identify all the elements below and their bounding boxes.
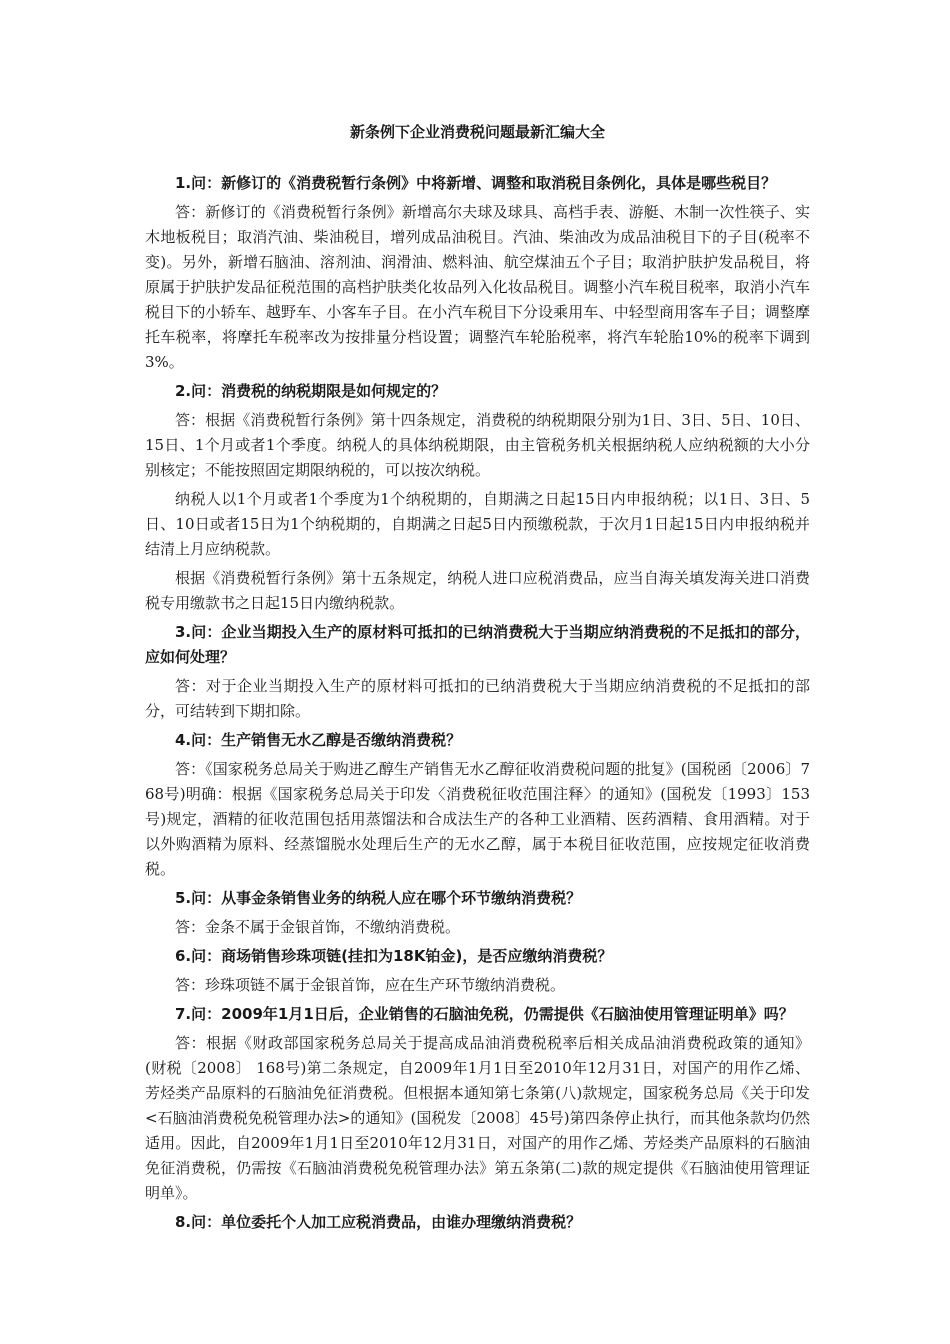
answer-5: 答：金条不属于金银首饰，不缴纳消费税。 xyxy=(175,918,461,936)
question-2: 2.问：消费税的纳税期限是如何规定的？ xyxy=(175,382,447,400)
question-4: 4.问：生产销售无水乙醇是否缴纳消费税？ xyxy=(175,731,462,749)
question-5: 5.问：从事金条销售业务的纳税人应在哪个环节缴纳消费税？ xyxy=(175,889,582,907)
answer-6: 答：珍珠项链不属于金银首饰，应在生产环节缴纳消费税。 xyxy=(175,976,566,994)
question-7: 7.问：2009年1月1日后，企业销售的石脑油免税，仍需提供《石脑油使用管理证明单》吗？ xyxy=(175,1005,794,1023)
question-8: 8.问：单位委托个人加工应税消费品，由谁办理缴纳消费税？ xyxy=(175,1213,582,1231)
answer-4: 答：《国家税务总局关于购进乙醇生产销售无水乙醇征收消费税问题的批复》(国税函〔2006〕768号)明确：根据《国家税务总局关于印发〈消费税征收范围注释〉的通知》(国税发〔1993〕153号)规定，酒精的征收范围包括用蒸馏法和合成法生产的各种工业酒精、医药酒精、食用酒精。对于以外购酒精为原料、经蒸馏脱水处理后生产的无水乙醇，属于本税目征收范围，应按规定征收消费税。 xyxy=(145,760,810,878)
document-title: 新条例下企业消费税问题最新汇编大全 xyxy=(349,123,605,141)
answer-2-part-3: 根据《消费税暂行条例》第十五条规定，纳税人进口应税消费品，应当自海关填发海关进口消费税专用缴款书之日起15日内缴纳税款。 xyxy=(145,569,810,612)
answer-2-part-1: 答：根据《消费税暂行条例》第十四条规定，消费税的纳税期限分别为1日、3日、5日、10日、15日、1个月或者1个季度。纳税人的具体纳税期限，由主管税务机关根据纳税人应纳税额的大小分别核定；不能按照固定期限纳税的，可以按次纳税。 xyxy=(145,411,810,479)
question-3: 3.问：企业当期投入生产的原材料可抵扣的已纳消费税大于当期应纳消费税的不足抵扣的部分，应如何处理？ xyxy=(145,623,810,666)
answer-3: 答：对于企业当期投入生产的原材料可抵扣的已纳消费税大于当期应纳消费税的不足抵扣的部分，可结转到下期扣除。 xyxy=(145,677,810,720)
answer-1: 答：新修订的《消费税暂行条例》新增高尔夫球及球具、高档手表、游艇、木制一次性筷子、实木地板税目；取消汽油、柴油税目，增列成品油税目。汽油、柴油改为成品油税目下的子目(税率不变)。另外，新增石脑油、溶剂油、润滑油、燃料油、航空煤油五个子目；取消护肤护发品税目，将原属于护肤护发品征税范围的高档护肤类化妆品列入化妆品税目。调整小汽车税目税率，取消小汽车税目下的小轿车、越野车、小客车子目。在小汽车税目下分设乘用车、中轻型商用客车子目；调整摩托车税率，将摩托车税率改为按排量分档设置；调整汽车轮胎税率，将汽车轮胎10%的税率下调到3%。 xyxy=(145,203,810,371)
answer-2-part-2: 纳税人以1个月或者1个季度为1个纳税期的，自期满之日起15日内申报纳税；以1日、3日、5日、10日或者15日为1个纳税期的，自期满之日起5日内预缴税款，于次月1日起15日内申报纳税并结清上月应纳税款。 xyxy=(145,490,810,558)
question-1: 1.问：新修订的《消费税暂行条例》中将新增、调整和取消税目条例化，具体是哪些税目？ xyxy=(175,174,777,192)
answer-7: 答：根据《财政部国家税务总局关于提高成品油消费税税率后相关成品油消费税政策的通知》(财税〔2008〕 168号)第二条规定，自2009年1月1日至2010年12月31日，对国产的用作乙烯、芳烃类产品原料的石脑油免征消费税。但根据本通知第七条第(八)款规定，国家税务总局《关于印发<石脑油消费税免税管理办法>的通知》(国税发〔2008〕45号)第四条停止执行，而其他条款均仍然适用。因此，自2009年1月1日至2010年12月31日，对国产的用作乙烯、芳烃类产品原料的石脑油免征消费税，仍需按《石脑油消费税免税管理办法》第五条第(二)款的规定提供《石脑油使用管理证明单》。 xyxy=(145,1034,810,1202)
question-6: 6.问：商场销售珍珠项链(挂扣为18K铂金)，是否应缴纳消费税？ xyxy=(175,947,613,965)
document-body xyxy=(145,120,810,1239)
